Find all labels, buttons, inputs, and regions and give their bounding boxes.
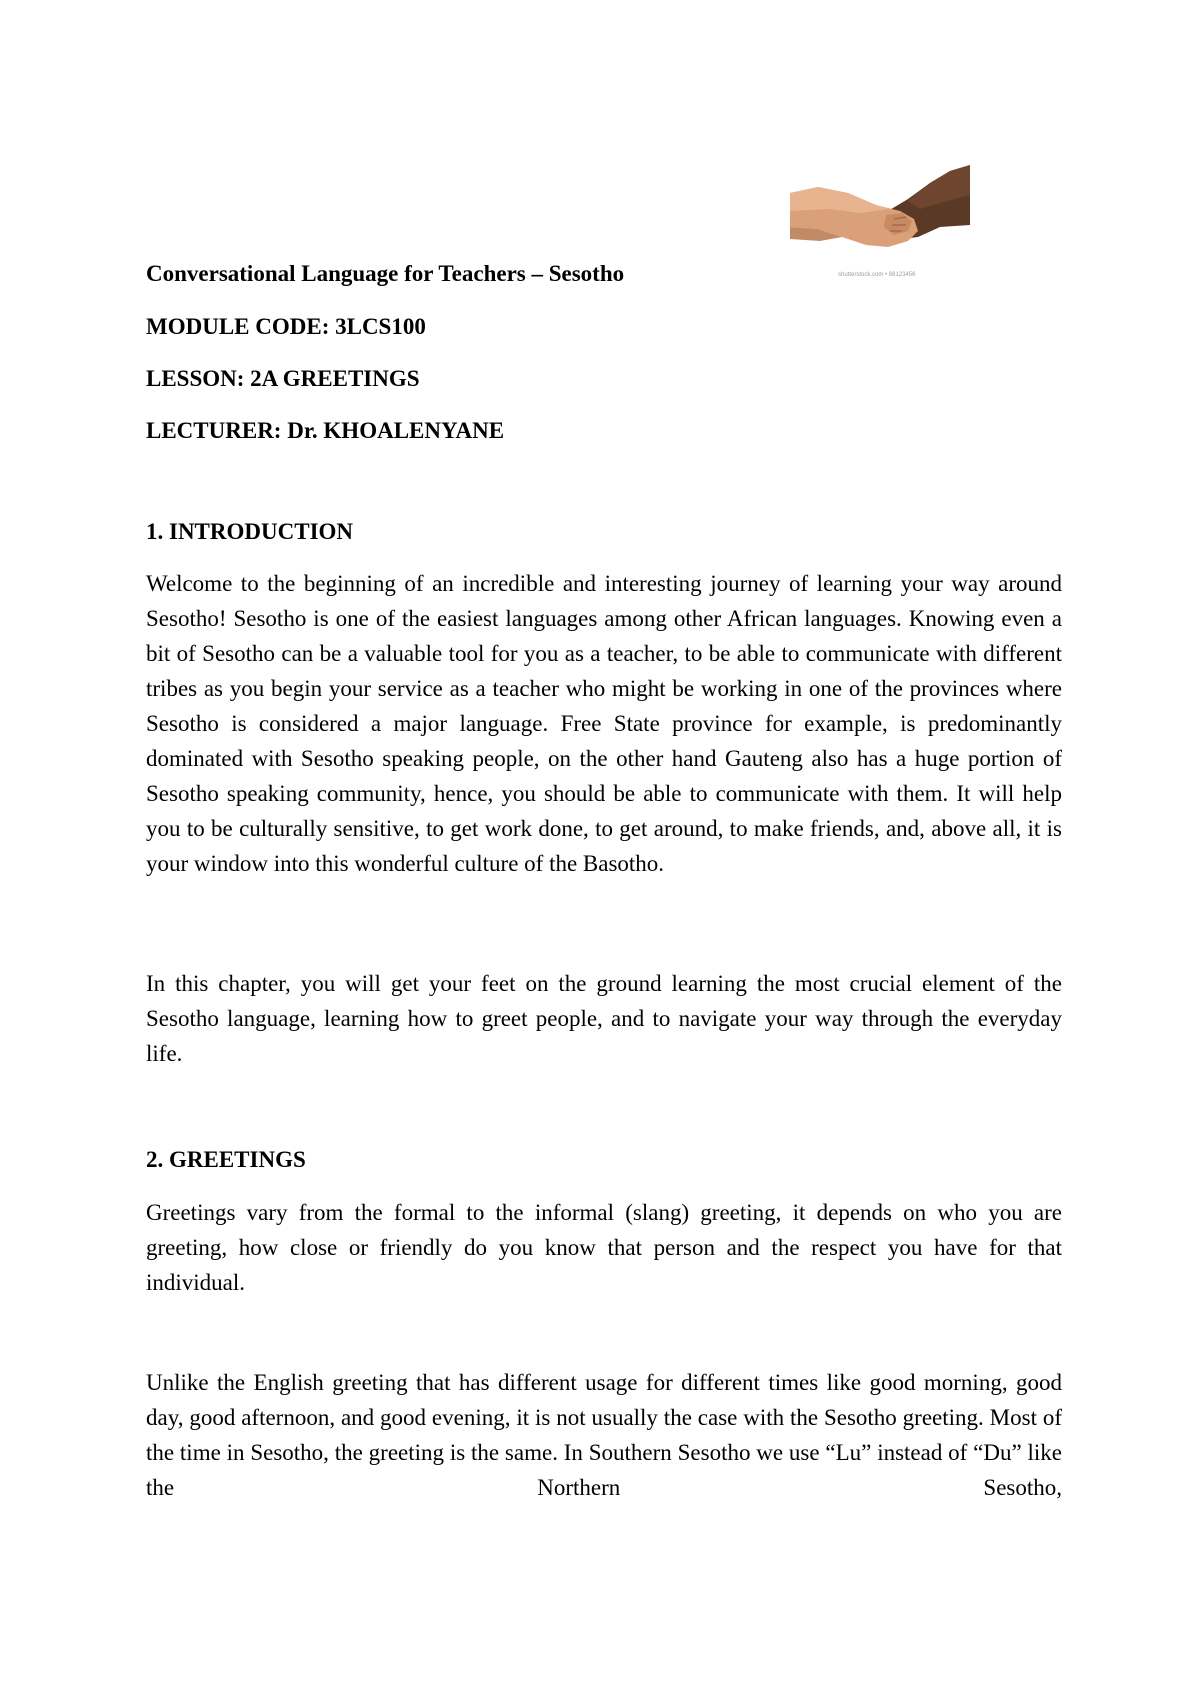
image-watermark: shutterstock.com • 88123456 [838, 272, 916, 278]
intro-paragraph-1: Welcome to the beginning of an incredible and interesting journey of learning your way around Sesotho! Sesotho is one of the easiest languages among other African languages. Knowing even a bit of Sesotho can be a valuable tool for you as a teacher, to be able to communicate with different tribes as you begin your service as a teacher who might be working in one of the provinces where Sesotho is considered a major language. Free State province for example, is predominantly dominated with Sesotho speaking people, on the other hand Gauteng also has a huge portion of Sesotho speaking community, hence, you should be able to communicate with them. It will help you to be culturally sensitive, to get work done, to get around, to make friends, and, above all, it is your window into this wonderful culture of the Basotho. [146, 571, 1062, 876]
greetings-paragraph-2: Unlike the English greeting that has different usage for different times like good morning, good day, good afternoon, and good evening, it is not usually the case with the Sesotho greeting. Most of the time in Sesotho, the greeting is the same. In Southern Sesotho we use “Lu” instead of “Du” like the Northern Sesotho, [146, 1370, 1062, 1500]
section-heading-greetings: 2. GREETINGS [146, 1147, 306, 1172]
document-title: Conversational Language for Teachers – Sesotho [146, 261, 625, 286]
intro-paragraph-2: In this chapter, you will get your feet on the ground learning the most crucial element of the Sesotho language, learning how to greet people, and to navigate your way through the everyday life. [146, 971, 1062, 1066]
section-heading-introduction: 1. INTRODUCTION [146, 519, 354, 544]
module-code: MODULE CODE: 3LCS100 [146, 314, 426, 339]
handshake-image [790, 165, 970, 283]
lecturer-name: LECTURER: Dr. KHOALENYANE [146, 418, 505, 443]
greetings-paragraph-1: Greetings vary from the formal to the informal (slang) greeting, it depends on who you are greeting, how close or friendly do you know that person and the respect you have for that individual. [146, 1200, 1062, 1295]
lesson-title: LESSON: 2A GREETINGS [146, 366, 420, 391]
